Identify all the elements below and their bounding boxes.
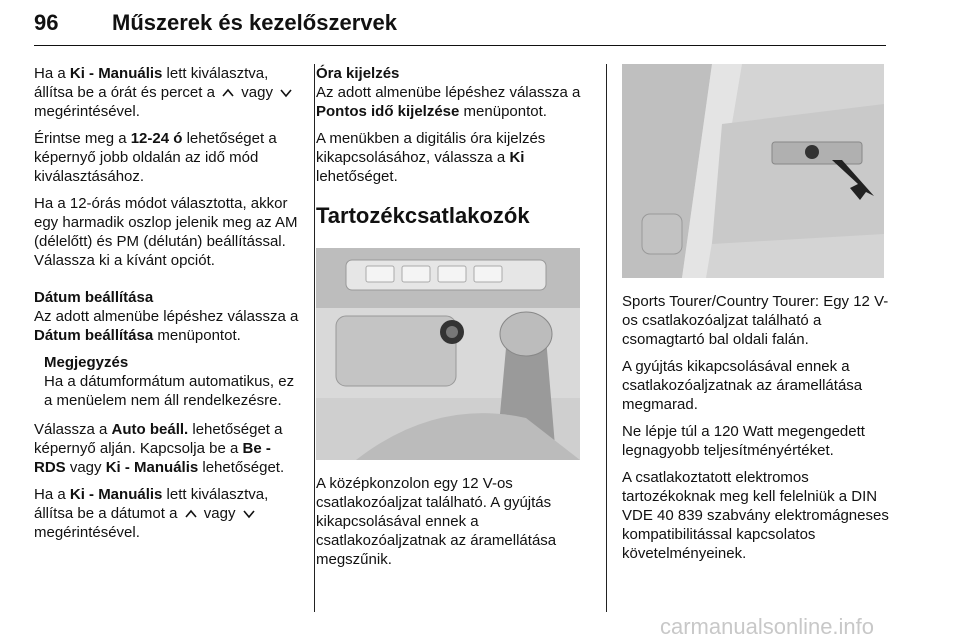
note-title: Megjegyzés — [44, 354, 129, 371]
column-divider-2 — [606, 64, 607, 612]
paragraph-12-hour: Ha a 12-órás módot választotta, akkor egy harmadik oszlop jelenik meg az AM (délelőtt) és PM (délután) beállítással. Válassza ki a kívánt opciót. — [34, 195, 298, 269]
watermark: carmanualsonline.info — [660, 614, 875, 639]
paragraph-clock-off: A menükben a digitális óra kijelzés kikapcsolásához, válassza a Ki lehetőséget. — [316, 130, 546, 185]
section-title: Műszerek és kezelőszervek — [112, 10, 397, 35]
chevron-up-icon — [185, 508, 197, 520]
paragraph-clock-menu: Az adott almenübe lépéshez válassza a Pontos idő kijelzése menüpontot. — [316, 84, 581, 120]
column-3 — [622, 64, 890, 571]
page-number: 96 — [34, 10, 59, 35]
paragraph-12-24: Érintse meg a 12-24 ó lehetőséget a képernyő jobb oldalán az idő mód kiválasztásához. — [34, 130, 277, 185]
chevron-down-icon — [280, 87, 292, 99]
paragraph-ignition: A gyújtás kikapcsolásával ennek a csatlakozóaljzatnak az áramellátása megmarad. — [622, 358, 863, 413]
column-divider-1 — [314, 64, 315, 612]
date-heading: Dátum beállítása — [34, 289, 154, 306]
load-compartment-photo — [622, 64, 884, 278]
chevron-down-icon — [243, 508, 255, 520]
accessory-heading: Tartozékcsatlakozók — [316, 203, 530, 228]
paragraph-din-standard: A csatlakoztatott elektromos tartozékoknak meg kell felelniük a DIN VDE 40 839 szabvány elektromágneses kompatibilitással kapcsolatos követelményeinek. — [622, 469, 889, 562]
page-header — [34, 6, 886, 46]
clock-heading: Óra kijelzés — [316, 65, 400, 82]
paragraph-tourer-socket: Sports Tourer/Country Tourer: Egy 12 V-os csatlakozóaljzat található a csomagtartó bal oldali falán. — [622, 293, 889, 348]
paragraph-time-manual: Ha a Ki - Manuális lett kiválasztva, állítsa be a órát és percet a vagy megérintésével. — [34, 64, 304, 121]
column-1 — [34, 64, 304, 550]
paragraph-console-socket: A középkonzolon egy 12 V-os csatlakozóaljzat található. A gyújtás kikapcsolásával ennek a csatlakozóaljzatnak az áramellátása megszűnik. — [316, 475, 557, 568]
paragraph-date-menu: Az adott almenübe lépéshez válassza a Dátum beállítása menüpontot. — [34, 308, 299, 344]
paragraph-auto-set: Válassza a Auto beáll. lehetőséget a képernyő alján. Kapcsolja be a Be - RDS vagy Ki - Manuális lehetőséget. — [34, 421, 285, 476]
chevron-up-icon — [222, 87, 234, 99]
center-console-photo — [316, 248, 580, 460]
note-text: Ha a dátumformátum automatikus, ez a menüelem nem áll rendelkezésre. — [44, 373, 295, 409]
paragraph-date-manual: Ha a Ki - Manuális lett kiválasztva, állítsa be a dátumot a vagy megérintésével. — [34, 486, 269, 541]
paragraph-power-limit: Ne lépje túl a 120 Watt megengedett legnagyobb teljesítményértéket. — [622, 423, 865, 459]
note-box — [44, 353, 304, 410]
header-rule — [34, 45, 886, 46]
column-2 — [316, 64, 588, 577]
